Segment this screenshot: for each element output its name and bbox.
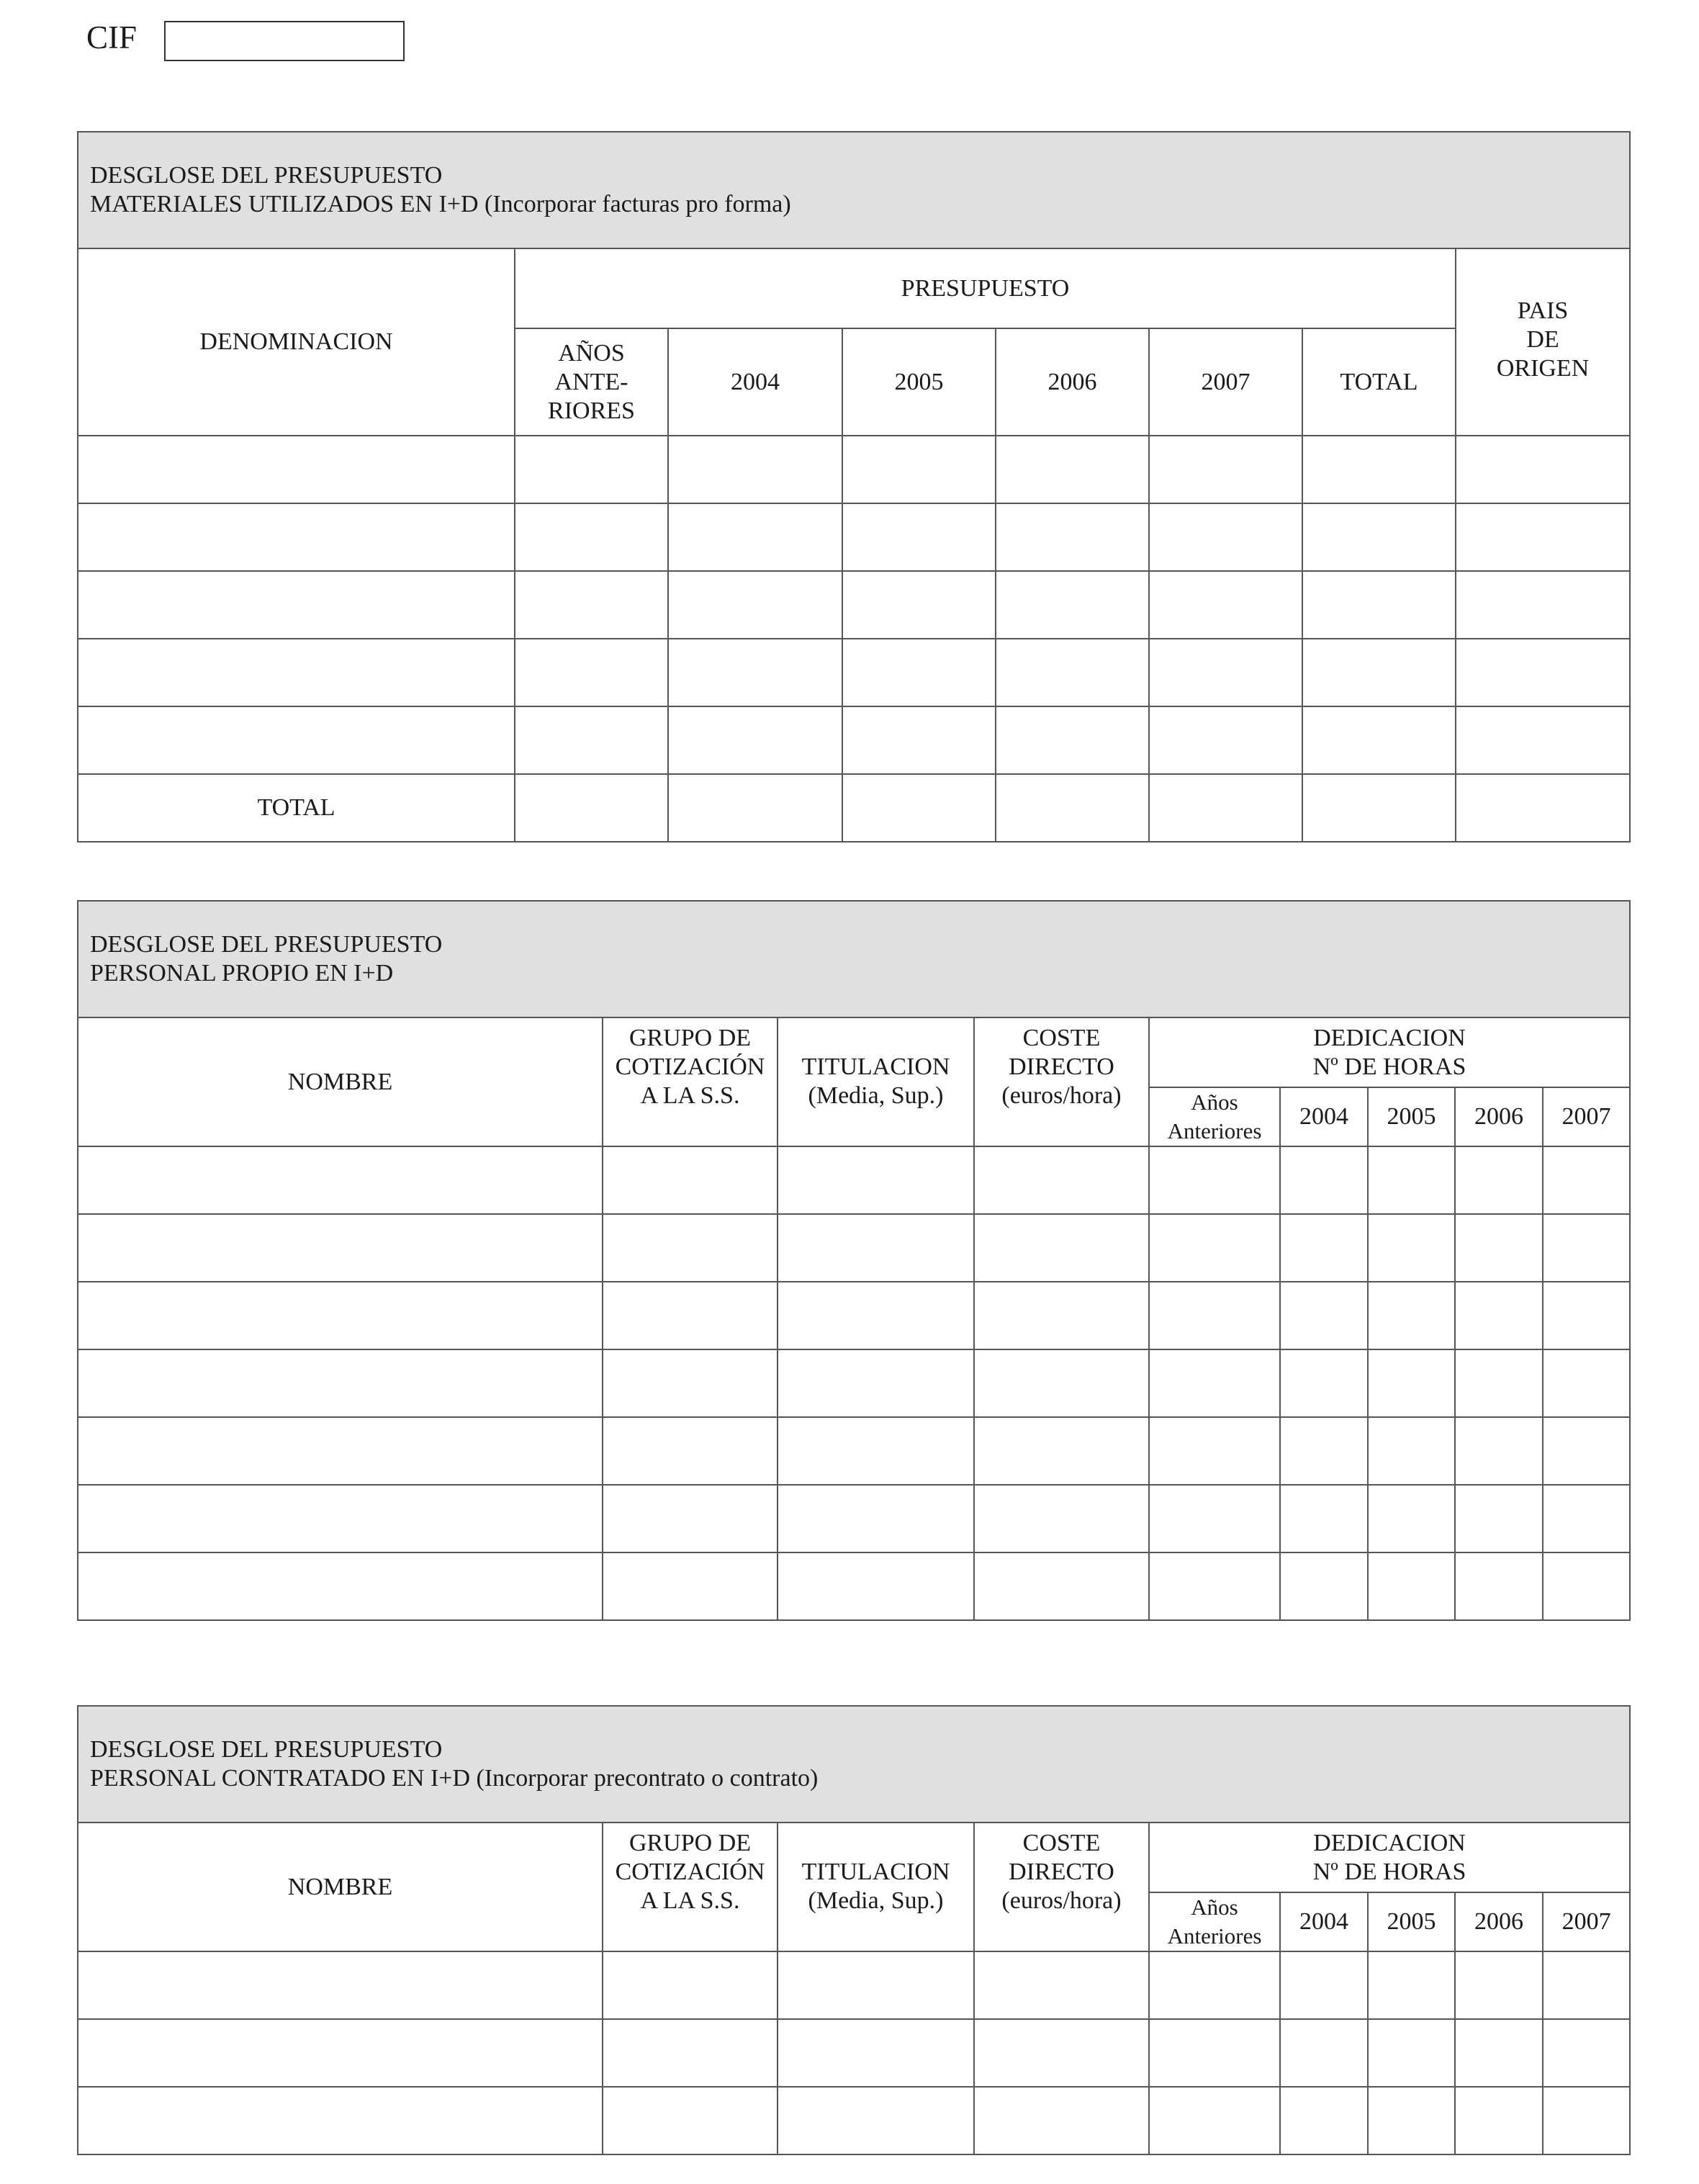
col-anos-line: ANTE- [554, 368, 628, 395]
col-dedicacion-line: DEDICACION [1313, 1830, 1466, 1856]
section-title: DESGLOSE DEL PRESUPUESTO [90, 1736, 443, 1763]
input-cell[interactable] [974, 1282, 1149, 1349]
input-cell[interactable] [778, 1485, 974, 1552]
input-cell[interactable] [78, 1282, 603, 1349]
col-coste-directo [974, 1823, 1149, 1951]
input-cell[interactable] [1302, 436, 1456, 503]
section-subtitle: PERSONAL CONTRATADO EN I+D (Incorporar precontrato o contrato) [90, 1765, 819, 1792]
input-cell[interactable] [1280, 1146, 1368, 1214]
col-titulacion [778, 1017, 974, 1146]
input-cell[interactable] [78, 1485, 603, 1552]
input-cell[interactable] [1368, 1214, 1455, 1282]
input-cell[interactable] [1456, 436, 1630, 503]
input-cell[interactable] [1280, 2087, 1368, 2154]
input-cell[interactable] [78, 1214, 603, 1282]
input-cell[interactable] [778, 1214, 974, 1282]
input-cell[interactable] [1455, 1552, 1543, 1620]
table-row [78, 1485, 1630, 1552]
input-cell[interactable] [78, 436, 515, 503]
input-cell[interactable] [515, 503, 668, 571]
col-anos-line: Anteriores [1167, 1923, 1262, 1949]
col-grupo-cotizacion [603, 1823, 778, 1951]
input-cell[interactable] [974, 1214, 1149, 1282]
input-cell[interactable] [1368, 1485, 1455, 1552]
input-cell[interactable] [1368, 1282, 1455, 1349]
input-cell[interactable] [1455, 1349, 1543, 1417]
input-cell[interactable] [1456, 639, 1630, 706]
input-cell[interactable] [1302, 706, 1456, 774]
input-cell[interactable] [1455, 1485, 1543, 1552]
input-cell[interactable] [78, 706, 515, 774]
input-cell[interactable] [778, 1951, 974, 2019]
input-cell[interactable] [778, 1146, 974, 1214]
input-cell[interactable] [603, 1951, 778, 2019]
input-cell[interactable] [974, 1552, 1149, 1620]
input-cell[interactable] [1280, 1282, 1368, 1349]
col-year-2007: 2007 [1543, 1892, 1630, 1951]
input-cell[interactable] [996, 436, 1149, 503]
input-cell[interactable] [1149, 2087, 1280, 2154]
input-cell[interactable] [78, 1417, 603, 1485]
cif-label: CIF [86, 19, 138, 55]
col-anos-line: Años [1191, 1895, 1238, 1920]
input-cell[interactable] [842, 503, 996, 571]
input-cell[interactable] [603, 1349, 778, 1417]
input-cell[interactable] [668, 774, 842, 842]
input-cell[interactable] [842, 706, 996, 774]
table-row [78, 1417, 1630, 1485]
table-row [78, 1951, 1630, 2019]
col-anos-line: Años [1191, 1089, 1238, 1115]
input-cell[interactable] [974, 1146, 1149, 1214]
table-row [78, 436, 1630, 503]
input-cell[interactable] [778, 1417, 974, 1485]
input-cell[interactable] [842, 639, 996, 706]
input-cell[interactable] [1149, 1552, 1280, 1620]
input-cell[interactable] [1543, 1214, 1630, 1282]
section-title: DESGLOSE DEL PRESUPUESTO [90, 162, 443, 189]
input-cell[interactable] [1149, 571, 1302, 639]
col-year-2005: 2005 [842, 328, 996, 436]
input-cell[interactable] [1302, 571, 1456, 639]
col-year-2007: 2007 [1149, 328, 1302, 436]
table-row [78, 2019, 1630, 2087]
personal-contratado-section-header [78, 1706, 1630, 1823]
col-grupo-line: COTIZACIÓN [615, 1859, 765, 1885]
input-cell[interactable] [1455, 2087, 1543, 2154]
col-coste-line: (euros/hora) [1001, 1887, 1122, 1914]
input-cell[interactable] [1455, 1951, 1543, 2019]
col-year-2006: 2006 [996, 328, 1149, 436]
col-year-2004: 2004 [1280, 1087, 1368, 1146]
input-cell[interactable] [996, 639, 1149, 706]
col-dedicacion [1149, 1017, 1630, 1087]
col-anos-line: AÑOS [558, 339, 625, 367]
table-row [78, 774, 1630, 842]
section-subtitle: MATERIALES UTILIZADOS EN I+D (Incorporar facturas pro forma) [90, 191, 791, 217]
input-cell[interactable] [996, 571, 1149, 639]
col-grupo-line: GRUPO DE [628, 1830, 752, 1856]
input-cell[interactable] [668, 639, 842, 706]
col-anos-line: RIORES [548, 397, 635, 424]
input-cell[interactable] [996, 774, 1149, 842]
input-cell[interactable] [1280, 1552, 1368, 1620]
input-cell[interactable] [1543, 2087, 1630, 2154]
col-coste-line: DIRECTO [1009, 1053, 1114, 1080]
input-cell[interactable] [1368, 1951, 1455, 2019]
col-year-2005: 2005 [1368, 1892, 1455, 1951]
personal-propio-table [77, 900, 1631, 1621]
col-grupo-line: GRUPO DE [628, 1025, 752, 1051]
table-row [78, 1146, 1630, 1214]
col-coste-line: (euros/hora) [1001, 1082, 1122, 1109]
input-cell[interactable] [1455, 1214, 1543, 1282]
input-cell[interactable] [1149, 503, 1302, 571]
col-grupo-line: A LA S.S. [640, 1887, 740, 1914]
input-cell[interactable] [1149, 774, 1302, 842]
input-cell[interactable] [1302, 639, 1456, 706]
input-cell[interactable] [974, 2087, 1149, 2154]
input-cell[interactable] [668, 571, 842, 639]
col-pais-origen [1456, 248, 1630, 436]
col-dedicacion-line: Nº DE HORAS [1312, 1053, 1466, 1080]
input-cell[interactable] [842, 571, 996, 639]
col-anos-anteriores [1149, 1892, 1280, 1951]
input-cell[interactable] [1149, 1282, 1280, 1349]
input-cell[interactable] [603, 1282, 778, 1349]
input-cell[interactable] [1368, 2087, 1455, 2154]
input-cell[interactable] [603, 1485, 778, 1552]
col-nombre: NOMBRE [78, 1823, 603, 1951]
col-titulacion-line: TITULACION [801, 1859, 950, 1885]
cif-field[interactable] [164, 21, 405, 61]
col-pais-line: PAIS [1517, 297, 1569, 324]
input-cell[interactable] [603, 1552, 778, 1620]
input-cell[interactable] [668, 503, 842, 571]
input-cell[interactable] [778, 1282, 974, 1349]
input-cell[interactable] [1455, 1146, 1543, 1214]
input-cell[interactable] [1368, 1349, 1455, 1417]
input-cell[interactable] [603, 1417, 778, 1485]
input-cell[interactable] [1149, 1349, 1280, 1417]
personal-propio-section-header [78, 901, 1630, 1017]
table-row [78, 1349, 1630, 1417]
input-cell[interactable] [1543, 1282, 1630, 1349]
input-cell[interactable] [78, 1951, 603, 2019]
col-year-2006: 2006 [1455, 1087, 1543, 1146]
input-cell[interactable] [1302, 503, 1456, 571]
input-cell[interactable] [1149, 1485, 1280, 1552]
input-cell[interactable] [1456, 571, 1630, 639]
section-subtitle: PERSONAL PROPIO EN I+D [90, 960, 394, 987]
col-anos-anteriores [1149, 1087, 1280, 1146]
col-titulacion [778, 1823, 974, 1951]
col-coste-directo [974, 1017, 1149, 1146]
input-cell[interactable] [603, 2019, 778, 2087]
input-cell[interactable] [1149, 436, 1302, 503]
input-cell[interactable] [78, 1349, 603, 1417]
col-year-2004: 2004 [668, 328, 842, 436]
col-coste-line: COSTE [1022, 1830, 1101, 1856]
input-cell[interactable] [1149, 1146, 1280, 1214]
input-cell[interactable] [515, 774, 668, 842]
input-cell[interactable] [1543, 1485, 1630, 1552]
col-pais-line: DE [1526, 326, 1559, 353]
input-cell[interactable] [996, 503, 1149, 571]
input-cell[interactable] [1280, 1951, 1368, 2019]
input-cell[interactable] [78, 639, 515, 706]
input-cell[interactable] [1455, 1417, 1543, 1485]
input-cell[interactable] [1149, 2019, 1280, 2087]
input-cell[interactable] [1543, 2019, 1630, 2087]
section-title: DESGLOSE DEL PRESUPUESTO [90, 931, 443, 958]
total-row-label: TOTAL [78, 774, 515, 842]
input-cell[interactable] [974, 1349, 1149, 1417]
table-row [78, 571, 1630, 639]
input-cell[interactable] [78, 571, 515, 639]
table-row [78, 1552, 1630, 1620]
table-row [78, 1282, 1630, 1349]
col-year-2007: 2007 [1543, 1087, 1630, 1146]
input-cell[interactable] [1280, 1417, 1368, 1485]
input-cell[interactable] [1456, 503, 1630, 571]
input-cell[interactable] [1149, 1214, 1280, 1282]
table-row [78, 706, 1630, 774]
input-cell[interactable] [78, 2019, 603, 2087]
col-nombre: NOMBRE [78, 1017, 603, 1146]
input-cell[interactable] [1149, 639, 1302, 706]
col-pais-line: ORIGEN [1496, 355, 1590, 382]
input-cell[interactable] [603, 1214, 778, 1282]
col-grupo-cotizacion [603, 1017, 778, 1146]
input-cell[interactable] [974, 1485, 1149, 1552]
input-cell[interactable] [1368, 1552, 1455, 1620]
materiales-table [77, 131, 1631, 842]
input-cell[interactable] [1368, 1417, 1455, 1485]
input-cell[interactable] [1543, 1349, 1630, 1417]
table-row [78, 1214, 1630, 1282]
input-cell[interactable] [778, 2087, 974, 2154]
input-cell[interactable] [1455, 2019, 1543, 2087]
input-cell[interactable] [974, 1417, 1149, 1485]
input-cell[interactable] [668, 706, 842, 774]
col-year-2004: 2004 [1280, 1892, 1368, 1951]
col-year-2006: 2006 [1455, 1892, 1543, 1951]
col-presupuesto: PRESUPUESTO [515, 248, 1456, 328]
table-row [78, 639, 1630, 706]
input-cell[interactable] [78, 503, 515, 571]
col-year-2005: 2005 [1368, 1087, 1455, 1146]
input-cell[interactable] [842, 774, 996, 842]
input-cell[interactable] [1456, 706, 1630, 774]
input-cell[interactable] [1280, 2019, 1368, 2087]
input-cell[interactable] [668, 436, 842, 503]
input-cell[interactable] [78, 1552, 603, 1620]
col-dedicacion-line: Nº DE HORAS [1312, 1859, 1466, 1885]
input-cell[interactable] [1368, 1146, 1455, 1214]
input-cell[interactable] [1149, 1951, 1280, 2019]
input-cell[interactable] [1456, 774, 1630, 842]
input-cell[interactable] [974, 2019, 1149, 2087]
col-coste-line: COSTE [1022, 1025, 1101, 1051]
input-cell[interactable] [778, 2019, 974, 2087]
input-cell[interactable] [1368, 2019, 1455, 2087]
input-cell[interactable] [1543, 1552, 1630, 1620]
input-cell[interactable] [515, 436, 668, 503]
table-row [78, 503, 1630, 571]
input-cell[interactable] [1543, 1951, 1630, 2019]
input-cell[interactable] [515, 706, 668, 774]
input-cell[interactable] [78, 2087, 603, 2154]
col-anos-line: Anteriores [1167, 1118, 1262, 1143]
input-cell[interactable] [1149, 706, 1302, 774]
input-cell[interactable] [974, 1951, 1149, 2019]
input-cell[interactable] [515, 571, 668, 639]
input-cell[interactable] [778, 1349, 974, 1417]
input-cell[interactable] [78, 1146, 603, 1214]
col-anos-anteriores [515, 328, 668, 436]
input-cell[interactable] [778, 1552, 974, 1620]
table-row [78, 2087, 1630, 2154]
input-cell[interactable] [1302, 774, 1456, 842]
input-cell[interactable] [1280, 1214, 1368, 1282]
col-coste-line: DIRECTO [1009, 1859, 1114, 1885]
input-cell[interactable] [1543, 1146, 1630, 1214]
input-cell[interactable] [1543, 1417, 1630, 1485]
input-cell[interactable] [996, 706, 1149, 774]
col-dedicacion [1149, 1823, 1630, 1892]
input-cell[interactable] [1149, 1417, 1280, 1485]
col-grupo-line: A LA S.S. [640, 1082, 740, 1109]
materiales-section-header [78, 132, 1630, 248]
col-total: TOTAL [1302, 328, 1456, 436]
col-titulacion-line: (Media, Sup.) [808, 1887, 944, 1914]
input-cell[interactable] [842, 436, 996, 503]
input-cell[interactable] [1455, 1282, 1543, 1349]
col-titulacion-line: TITULACION [801, 1053, 950, 1080]
col-grupo-line: COTIZACIÓN [615, 1053, 765, 1080]
input-cell[interactable] [603, 1146, 778, 1214]
col-titulacion-line: (Media, Sup.) [808, 1082, 944, 1109]
input-cell[interactable] [515, 639, 668, 706]
input-cell[interactable] [1280, 1485, 1368, 1552]
input-cell[interactable] [1280, 1349, 1368, 1417]
input-cell[interactable] [603, 2087, 778, 2154]
col-dedicacion-line: DEDICACION [1313, 1025, 1466, 1051]
personal-contratado-table [77, 1705, 1631, 2155]
col-denominacion: DENOMINACION [78, 248, 515, 436]
